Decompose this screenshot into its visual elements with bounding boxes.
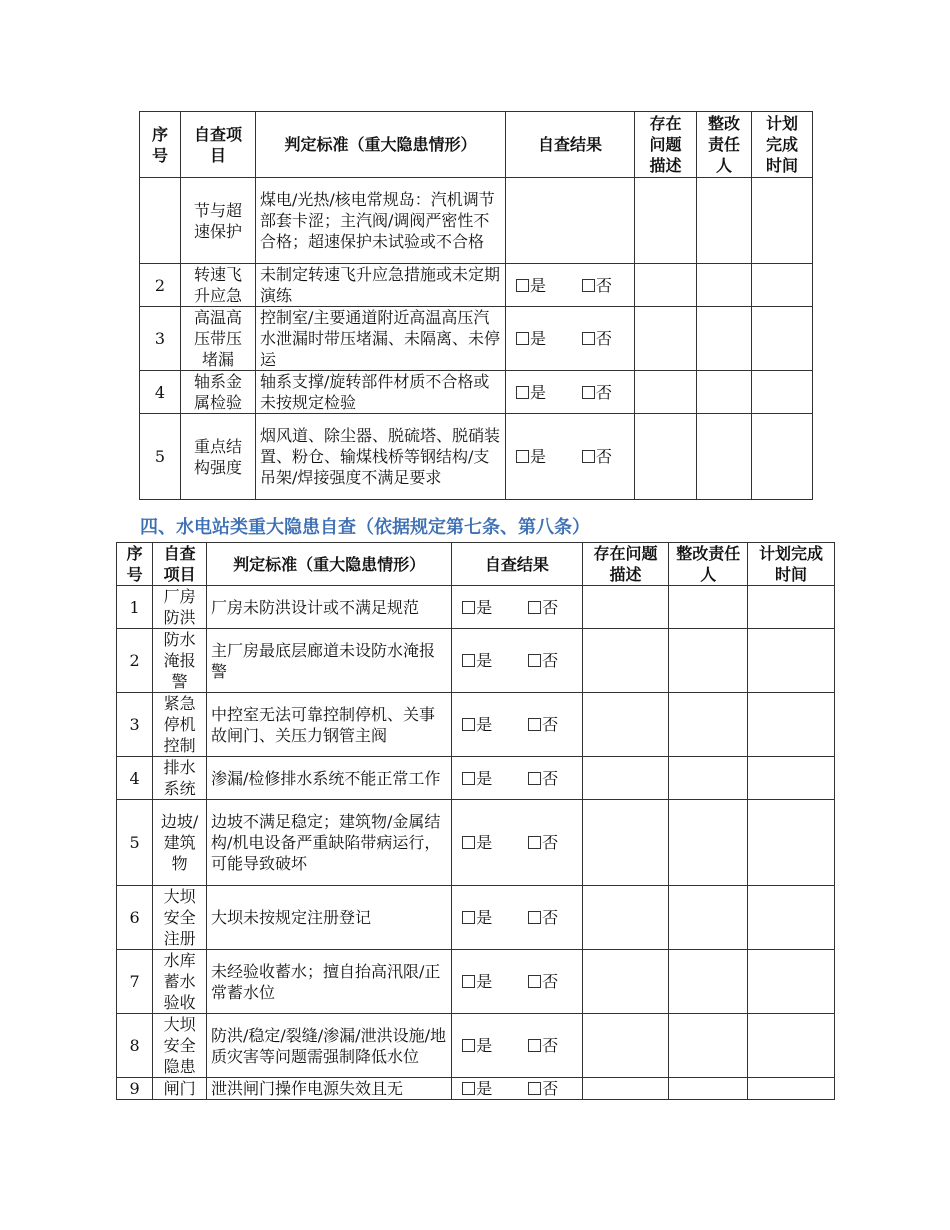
table-header-row (117, 543, 835, 586)
option-yes-label: 是 (476, 908, 493, 927)
section-title-hydropower: 四、水电站类重大隐患自查（依据规定第七条、第八条） (140, 517, 590, 538)
row-number: 5 (117, 800, 153, 886)
option-yes[interactable] (462, 907, 492, 928)
checkbox-yes[interactable] (516, 332, 529, 345)
option-no[interactable] (528, 1035, 558, 1056)
row-standard: 中控室无法可靠控制停机、关事故闸门、关压力钢管主阀 (207, 693, 452, 757)
row-standard: 边坡不满足稳定；建筑物/金属结构/机电设备严重缺陷带病运行，可能导致破坏 (207, 800, 452, 886)
row-standard: 大坝未按规定注册登记 (207, 886, 452, 950)
option-yes[interactable] (462, 1078, 492, 1099)
option-yes[interactable] (462, 597, 492, 618)
option-no[interactable] (528, 597, 558, 618)
row-responsible[interactable] (669, 693, 748, 757)
option-no[interactable] (582, 328, 612, 349)
result-cell (452, 1078, 582, 1100)
row-standard: 轴系支撑/旋转部件材质不合格或未按规定检验 (256, 371, 506, 414)
row-responsible[interactable] (669, 886, 748, 950)
row-description[interactable] (582, 629, 669, 693)
result-cell (506, 307, 635, 371)
row-responsible[interactable] (669, 950, 748, 1014)
header-description: 存在问题描述 (635, 112, 697, 178)
option-yes[interactable] (462, 832, 492, 853)
checkbox-no[interactable] (528, 718, 541, 731)
row-standard: 主厂房最底层廊道未设防水淹报警 (207, 629, 452, 693)
row-number: 1 (117, 586, 153, 629)
option-no-label: 否 (596, 382, 613, 402)
header-result: 自查结果 (452, 543, 582, 586)
header-result: 自查结果 (506, 112, 635, 178)
row-description[interactable] (635, 414, 697, 500)
row-deadline[interactable] (748, 629, 835, 693)
option-no-label: 否 (542, 651, 559, 670)
option-yes-label: 是 (530, 275, 547, 295)
option-yes-label: 是 (476, 768, 493, 788)
checkbox-no[interactable] (528, 601, 541, 614)
option-yes-label: 是 (530, 382, 547, 402)
checkbox-no[interactable] (582, 332, 595, 345)
row-item: 防水淹报警 (153, 629, 207, 693)
option-yes-label: 是 (530, 329, 547, 348)
row-item: 厂房防洪 (153, 586, 207, 629)
row-description[interactable] (635, 264, 697, 307)
row-standard: 渗漏/检修排水系统不能正常工作 (207, 757, 452, 800)
option-yes[interactable] (516, 446, 546, 467)
row-description[interactable] (582, 693, 669, 757)
option-no[interactable] (582, 275, 612, 296)
result-cell (452, 950, 582, 1014)
row-deadline[interactable] (752, 307, 813, 371)
option-no-label: 否 (596, 329, 613, 348)
result-cell (452, 886, 582, 950)
table-row (117, 886, 835, 950)
row-responsible[interactable] (697, 178, 752, 264)
option-yes-label: 是 (476, 1036, 493, 1055)
option-yes-label: 是 (476, 651, 493, 670)
row-description[interactable] (582, 800, 669, 886)
row-standard: 未经验收蓄水；擅自抬高汛限/正常蓄水位 (207, 950, 452, 1014)
checklist-table-hydropower (116, 542, 835, 1100)
row-item: 紧急停机控制 (153, 693, 207, 757)
checkbox-no[interactable] (582, 279, 595, 292)
row-standard: 泄洪闸门操作电源失效且无 (207, 1078, 452, 1100)
option-no-label: 否 (542, 768, 559, 788)
checkbox-no[interactable] (528, 836, 541, 849)
header-deadline: 计划完成时间 (748, 543, 835, 586)
table-row (117, 1078, 835, 1100)
option-no[interactable] (582, 446, 612, 467)
row-responsible[interactable] (669, 1078, 748, 1100)
checkbox-yes[interactable] (462, 911, 475, 924)
table-row (117, 800, 835, 886)
row-deadline[interactable] (748, 800, 835, 886)
table-row (140, 414, 813, 500)
result-cell (452, 1014, 582, 1078)
row-description[interactable] (582, 1014, 669, 1078)
header-responsible: 整改责任人 (669, 543, 748, 586)
checkbox-yes[interactable] (462, 718, 475, 731)
checkbox-no[interactable] (528, 975, 541, 988)
option-yes[interactable] (462, 714, 492, 735)
row-standard: 煤电/光热/核电常规岛：汽机调节部套卡涩；主汽阀/调阀严密性不合格；超速保护未试验或不合格 (256, 178, 506, 264)
header-description: 存在问题描述 (582, 543, 669, 586)
row-number: 3 (140, 307, 181, 371)
row-deadline[interactable] (752, 264, 813, 307)
row-item: 排水系统 (153, 757, 207, 800)
row-number: 4 (117, 757, 153, 800)
option-yes[interactable] (516, 275, 546, 296)
row-standard: 烟风道、除尘器、脱硫塔、脱硝装置、粉仓、输煤栈桥等钢结构/支吊架/焊接强度不满足要求 (256, 414, 506, 500)
row-description[interactable] (635, 178, 697, 264)
table-row (117, 1014, 835, 1078)
checkbox-no[interactable] (528, 654, 541, 667)
option-no[interactable] (528, 832, 558, 853)
row-description[interactable] (582, 886, 669, 950)
table-row (117, 629, 835, 693)
row-standard: 防洪/稳定/裂缝/渗漏/泄洪设施/地质灾害等问题需强制降低水位 (207, 1014, 452, 1078)
option-no[interactable] (528, 1078, 558, 1099)
option-no-label: 否 (542, 972, 559, 991)
result-cell (452, 693, 582, 757)
row-description[interactable] (582, 757, 669, 800)
checkbox-yes[interactable] (462, 1039, 475, 1052)
row-description[interactable] (582, 950, 669, 1014)
row-deadline[interactable] (752, 178, 813, 264)
row-item: 水库蓄水验收 (153, 950, 207, 1014)
row-responsible[interactable] (697, 307, 752, 371)
row-standard: 控制室/主要通道附近高温高压汽水泄漏时带压堵漏、未隔离、未停运 (256, 307, 506, 371)
option-yes-label: 是 (476, 597, 493, 617)
option-no[interactable] (528, 768, 558, 789)
row-description[interactable] (635, 371, 697, 414)
row-item: 高温高压带压堵漏 (181, 307, 256, 371)
row-standard: 未制定转速飞升应急措施或未定期演练 (256, 264, 506, 307)
option-no-label: 否 (542, 715, 559, 734)
row-item: 大坝安全注册 (153, 886, 207, 950)
option-yes-label: 是 (476, 1079, 493, 1098)
option-yes-label: 是 (476, 972, 493, 991)
header-deadline: 计划完成时间 (752, 112, 813, 178)
header-no: 序号 (117, 543, 153, 586)
option-no[interactable] (528, 907, 558, 928)
row-responsible[interactable] (669, 800, 748, 886)
checkbox-no[interactable] (528, 1082, 541, 1095)
checkbox-no[interactable] (528, 911, 541, 924)
row-deadline[interactable] (752, 371, 813, 414)
row-number: 2 (117, 629, 153, 693)
table-row (117, 693, 835, 757)
result-cell (452, 757, 582, 800)
row-description[interactable] (635, 307, 697, 371)
header-no: 序号 (140, 112, 181, 178)
row-item: 轴系金属检验 (181, 371, 256, 414)
checkbox-yes[interactable] (462, 654, 475, 667)
result-cell (452, 800, 582, 886)
option-no[interactable] (528, 650, 558, 671)
option-yes[interactable] (462, 971, 492, 992)
checkbox-no[interactable] (528, 772, 541, 785)
checkbox-yes[interactable] (462, 601, 475, 614)
header-responsible: 整改责任人 (697, 112, 752, 178)
row-item: 节与超速保护 (181, 178, 256, 264)
option-yes[interactable] (516, 328, 546, 349)
option-no-label: 否 (596, 275, 613, 295)
option-no-label: 否 (542, 1036, 559, 1055)
row-number: 2 (140, 264, 181, 307)
checkbox-yes[interactable] (462, 836, 475, 849)
row-responsible[interactable] (669, 1014, 748, 1078)
row-deadline[interactable] (748, 693, 835, 757)
table-row (117, 757, 835, 800)
option-yes[interactable] (516, 382, 546, 403)
row-responsible[interactable] (669, 757, 748, 800)
result-cell (452, 586, 582, 629)
row-deadline[interactable] (748, 586, 835, 629)
table-row (140, 178, 813, 264)
row-responsible[interactable] (697, 264, 752, 307)
table-header-row (140, 112, 813, 178)
row-responsible[interactable] (669, 586, 748, 629)
row-responsible[interactable] (669, 629, 748, 693)
table-row (117, 586, 835, 629)
option-no-label: 否 (542, 597, 559, 617)
checkbox-yes[interactable] (462, 1082, 475, 1095)
row-item: 重点结构强度 (181, 414, 256, 500)
checkbox-yes[interactable] (516, 386, 529, 399)
row-number: 5 (140, 414, 181, 500)
checkbox-yes[interactable] (516, 450, 529, 463)
row-description[interactable] (582, 1078, 669, 1100)
row-responsible[interactable] (697, 371, 752, 414)
row-number: 9 (117, 1078, 153, 1100)
row-deadline[interactable] (748, 950, 835, 1014)
row-item: 转速飞升应急 (181, 264, 256, 307)
option-yes[interactable] (462, 768, 492, 789)
row-deadline[interactable] (748, 1078, 835, 1100)
row-responsible[interactable] (697, 414, 752, 500)
checkbox-no[interactable] (528, 1039, 541, 1052)
checkbox-yes[interactable] (462, 772, 475, 785)
option-yes-label: 是 (476, 715, 493, 734)
checkbox-yes[interactable] (462, 975, 475, 988)
option-no-label: 否 (596, 447, 613, 466)
row-deadline[interactable] (748, 886, 835, 950)
result-cell (506, 414, 635, 500)
row-number (140, 178, 181, 264)
row-deadline[interactable] (752, 414, 813, 500)
checkbox-yes[interactable] (516, 279, 529, 292)
row-standard: 厂房未防洪设计或不满足规范 (207, 586, 452, 629)
header-item: 自查项目 (153, 543, 207, 586)
header-item: 自查项目 (181, 112, 256, 178)
header-standard: 判定标准（重大隐患情形） (256, 112, 506, 178)
checklist-table-thermal (139, 111, 813, 500)
option-yes-label: 是 (530, 447, 547, 466)
table-row (140, 371, 813, 414)
result-cell (506, 178, 635, 264)
row-deadline[interactable] (748, 1014, 835, 1078)
option-yes[interactable] (462, 1035, 492, 1056)
result-cell (506, 264, 635, 307)
row-item: 大坝安全隐患 (153, 1014, 207, 1078)
row-number: 6 (117, 886, 153, 950)
option-no-label: 否 (542, 1079, 559, 1098)
row-number: 4 (140, 371, 181, 414)
table-row (117, 950, 835, 1014)
table-row (140, 264, 813, 307)
row-number: 3 (117, 693, 153, 757)
row-item: 边坡/建筑物 (153, 800, 207, 886)
option-yes[interactable] (462, 650, 492, 671)
option-no[interactable] (528, 971, 558, 992)
checkbox-no[interactable] (582, 450, 595, 463)
result-cell (452, 629, 582, 693)
header-standard: 判定标准（重大隐患情形） (207, 543, 452, 586)
row-item: 闸门 (153, 1078, 207, 1100)
option-no[interactable] (528, 714, 558, 735)
row-number: 7 (117, 950, 153, 1014)
option-no-label: 否 (542, 908, 559, 927)
row-deadline[interactable] (748, 757, 835, 800)
option-yes-label: 是 (476, 833, 493, 852)
row-number: 8 (117, 1014, 153, 1078)
table-row (140, 307, 813, 371)
checkbox-no[interactable] (582, 386, 595, 399)
option-no[interactable] (582, 382, 612, 403)
row-description[interactable] (582, 586, 669, 629)
result-cell (506, 371, 635, 414)
option-no-label: 否 (542, 833, 559, 852)
